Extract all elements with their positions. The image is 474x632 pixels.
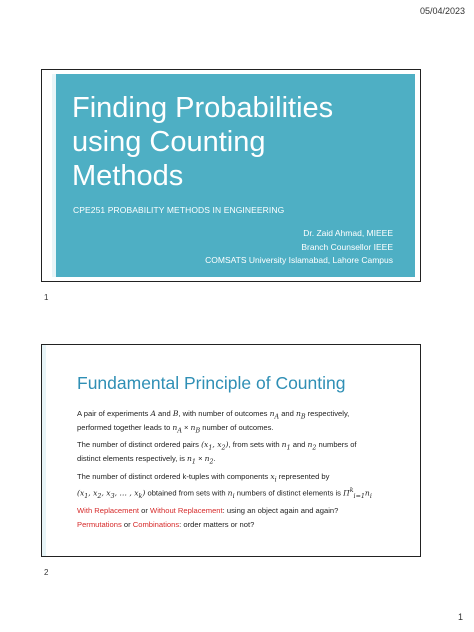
math-n1: n <box>187 454 192 464</box>
highlight-combinations: Combinations <box>132 520 180 530</box>
math-A: A <box>150 409 156 418</box>
math-sub: 2 <box>312 444 317 452</box>
math: , x <box>101 488 111 498</box>
math-sub: k <box>138 492 143 500</box>
text: The number of distinct ordered k-tuples with components <box>77 471 271 481</box>
math-B: B <box>172 409 179 418</box>
math-sub: 1 <box>286 444 291 452</box>
author-name: Dr. Zaid Ahmad, MIEEE <box>303 228 393 238</box>
math-sup: k <box>349 486 354 494</box>
math-sub: i <box>232 492 235 500</box>
math-nA: n <box>269 409 275 418</box>
text: numbers of distinct elements is <box>234 488 344 498</box>
text: distinct elements respectively, is <box>77 454 188 464</box>
math: , x <box>212 440 222 450</box>
text: , from sets with <box>228 440 282 450</box>
slide-2-title: Fundamental Principle of Counting <box>77 373 346 393</box>
math: , … , x <box>114 488 139 498</box>
text: number of outcomes. <box>200 422 274 432</box>
text: respectively, <box>305 409 350 418</box>
math-sub: i=1 <box>353 492 365 500</box>
math-product: Π <box>343 488 350 498</box>
math-ni: n <box>227 488 233 498</box>
title-slide-background <box>52 74 415 277</box>
paragraph-ordered-pairs <box>77 440 397 467</box>
text: A pair of experiments <box>77 409 151 418</box>
slide-1-thumbnail <box>41 69 421 282</box>
text: and <box>155 409 173 418</box>
title-line-3: Methods <box>72 160 184 192</box>
title-line-2: using Counting <box>72 126 266 158</box>
math: (x <box>201 440 209 450</box>
math-sub: 1 <box>84 492 89 500</box>
text: performed together leads to <box>77 422 173 432</box>
math: ) <box>142 488 146 498</box>
math-sub: 2 <box>221 444 226 452</box>
text: . <box>213 454 216 464</box>
slide-2-page-number: 2 <box>44 568 49 577</box>
math-sub: i <box>369 492 372 500</box>
math-n1: n <box>281 440 287 450</box>
text: or <box>121 520 133 530</box>
math-times: × <box>181 422 191 432</box>
slide-1-author-block <box>205 227 393 268</box>
math-n: n <box>364 488 370 498</box>
slide-1-page-number: 1 <box>44 293 49 302</box>
math-sub: B <box>300 413 306 421</box>
footer-page-number: 1 <box>457 612 463 622</box>
slide-1-title <box>72 91 402 193</box>
math-sub: B <box>195 427 201 435</box>
slide-2-accent-bar <box>42 345 46 556</box>
math-times: × <box>195 454 205 464</box>
math-sub: 2 <box>209 458 214 466</box>
math: (x <box>77 488 85 498</box>
math-n2: n <box>204 454 210 464</box>
math-sub: 2 <box>97 492 102 500</box>
slide-1-subtitle: CPE251 PROBABILITY METHODS IN ENGINEERING <box>73 205 285 215</box>
text: obtained from sets with <box>145 488 228 498</box>
paragraph-experiments <box>77 409 397 436</box>
math-n2: n <box>307 440 313 450</box>
math: , x <box>88 488 98 498</box>
highlight-with-replacement: With Replacement <box>77 505 140 515</box>
paragraph-permutations <box>77 520 397 530</box>
highlight-without-replacement: Without Replacement <box>150 505 223 515</box>
text: : order matters or not? <box>179 520 255 530</box>
paragraph-replacement <box>77 506 397 516</box>
math-sub: 1 <box>208 444 213 452</box>
header-date: 05/04/2023 <box>419 6 465 16</box>
text: or <box>139 505 151 515</box>
math-nB: n <box>295 409 301 418</box>
title-slide-accent-strip <box>52 74 56 277</box>
math-xi: x <box>270 471 275 481</box>
math-sub: 3 <box>110 492 115 500</box>
math-sub: A <box>274 413 280 421</box>
text: The number of distinct ordered pairs <box>77 440 202 450</box>
text: and <box>279 409 296 418</box>
math-nB: n <box>190 422 196 432</box>
math-sub: i <box>274 476 277 484</box>
math-sub: A <box>177 427 182 435</box>
math: ) <box>225 440 229 450</box>
author-institution: COMSATS University Islamabad, Lahore Campus <box>205 255 393 265</box>
author-role: Branch Counsellor IEEE <box>301 241 393 252</box>
text: : using an object again and again? <box>222 505 339 515</box>
text: represented by <box>276 471 330 481</box>
math-sub: 1 <box>191 458 196 466</box>
text: numbers of <box>316 440 357 450</box>
text: and <box>290 440 308 450</box>
slide-2-thumbnail <box>41 344 421 557</box>
paragraph-k-tuples <box>77 472 397 502</box>
slide-2-body <box>77 409 397 534</box>
highlight-permutations: Permutations <box>77 520 122 530</box>
math-nA: n <box>172 422 178 432</box>
text: , with number of outcomes <box>178 409 270 418</box>
title-line-1: Finding Probabilities <box>72 92 334 124</box>
